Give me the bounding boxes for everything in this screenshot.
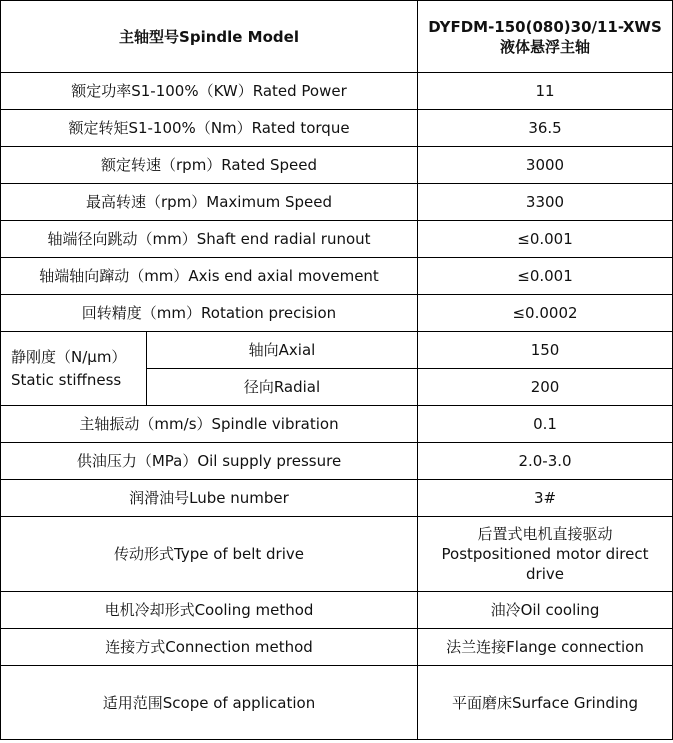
stiffness-axial-label: 轴向Axial [147, 332, 418, 369]
row-value-radial-runout: ≤0.001 [418, 221, 673, 258]
table-row [1, 517, 673, 592]
row-value-cooling-method: 油冷Oil cooling [418, 592, 673, 629]
row-label-rotation-precision: 回转精度（mm）Rotation precision [1, 295, 418, 332]
table-row [1, 73, 673, 110]
row-value-rated-speed: 3000 [418, 147, 673, 184]
row-value-spindle-vibration: 0.1 [418, 406, 673, 443]
row-value-axial-movement: ≤0.001 [418, 258, 673, 295]
table-row [1, 332, 673, 369]
row-value-drive-type [418, 517, 673, 592]
stiffness-label-cell [1, 332, 147, 406]
table-row [1, 110, 673, 147]
drive-value-en-2: drive [526, 565, 564, 583]
model-number: DYFDM-150(080)30/11-XWS [428, 17, 662, 36]
row-value-lube-number: 3# [418, 480, 673, 517]
row-label-spindle-vibration: 主轴振动（mm/s）Spindle vibration [1, 406, 418, 443]
model-name: 液体悬浮主轴 [500, 37, 591, 56]
row-label-scope-of-application: 适用范围Scope of application [1, 666, 418, 740]
table-row [1, 147, 673, 184]
table-row [1, 629, 673, 666]
table-row [1, 184, 673, 221]
row-label-cooling-method: 电机冷却形式Cooling method [1, 592, 418, 629]
row-label-axial-movement: 轴端轴向蹿动（mm）Axis end axial movement [1, 258, 418, 295]
row-label-radial-runout: 轴端径向跳动（mm）Shaft end radial runout [1, 221, 418, 258]
table-row [1, 295, 673, 332]
header-param-label: 主轴型号Spindle Model [1, 1, 418, 73]
drive-value-cn: 后置式电机直接驱动 [477, 525, 613, 543]
table-row [1, 258, 673, 295]
row-label-connection-method: 连接方式Connection method [1, 629, 418, 666]
row-value-scope-of-application: 平面磨床Surface Grinding [418, 666, 673, 740]
row-label-rated-speed: 额定转速（rpm）Rated Speed [1, 147, 418, 184]
row-label-maximum-speed: 最高转速（rpm）Maximum Speed [1, 184, 418, 221]
stiffness-radial-value: 200 [418, 369, 673, 406]
row-value-maximum-speed: 3300 [418, 184, 673, 221]
table-row-header [1, 1, 673, 73]
row-value-connection-method: 法兰连接Flange connection [418, 629, 673, 666]
row-value-oil-supply-pressure: 2.0-3.0 [418, 443, 673, 480]
drive-value-en-1: Postpositioned motor direct [441, 545, 649, 563]
table-row [1, 592, 673, 629]
row-label-rated-torque: 额定转矩S1-100%（Nm）Rated torque [1, 110, 418, 147]
stiffness-radial-label: 径向Radial [147, 369, 418, 406]
row-value-rotation-precision: ≤0.0002 [418, 295, 673, 332]
row-label-oil-supply-pressure: 供油压力（MPa）Oil supply pressure [1, 443, 418, 480]
table-row [1, 666, 673, 740]
row-label-rated-power: 额定功率S1-100%（KW）Rated Power [1, 73, 418, 110]
table-row [1, 480, 673, 517]
table-row [1, 221, 673, 258]
stiffness-axial-value: 150 [418, 332, 673, 369]
table-row [1, 443, 673, 480]
header-model-cell [418, 1, 673, 73]
row-label-lube-number: 润滑油号Lube number [1, 480, 418, 517]
row-label-drive-type: 传动形式Type of belt drive [1, 517, 418, 592]
row-value-rated-power: 11 [418, 73, 673, 110]
stiffness-label-en: Static stiffness [11, 370, 122, 389]
stiffness-label-cn: 静刚度（N/μm） [11, 347, 127, 366]
row-value-rated-torque: 36.5 [418, 110, 673, 147]
table-row [1, 406, 673, 443]
